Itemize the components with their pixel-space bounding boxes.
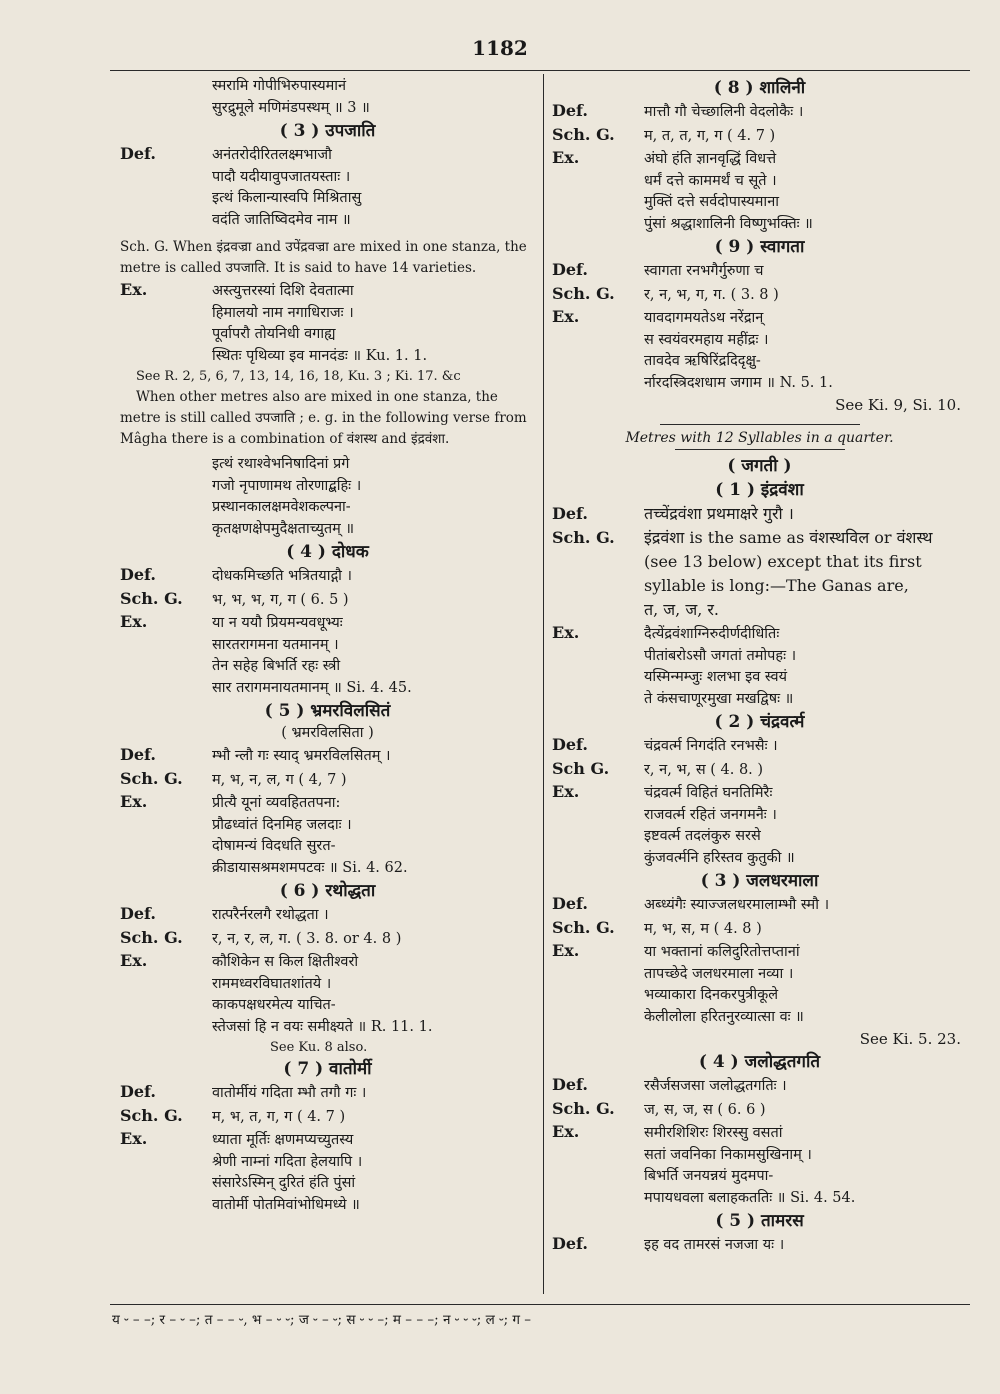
metre-heading-tamarasa: ( 5 ) तामरस: [715, 1211, 804, 1231]
definition-row: [120, 564, 535, 588]
definition-row: [552, 259, 967, 283]
definition-text: दोधकमिच्छति भत्रितयाद्गौ ।: [212, 568, 353, 584]
scheme-row: [552, 124, 967, 148]
def-label: Def.: [120, 745, 156, 764]
definition-text: अनंतरोदीरितलक्ष्मभाजौ: [212, 147, 332, 163]
ex-label: Ex.: [120, 792, 148, 811]
verse-line: र्नारदस्त्रिदशधाम जगाम ॥ N. 5. 1.: [644, 374, 833, 391]
metre-subheading: ( भ्रमरविलसिता ): [281, 725, 374, 741]
verse-line: पूर्वापरौ तोयनिधी वगाह्य: [212, 326, 336, 342]
verse-line: सारतरागमना यतमानम् ।: [212, 636, 339, 653]
scheme-row: [552, 1098, 967, 1122]
verse-line: काकपक्षधरमेत्य याचित-: [212, 997, 336, 1013]
top-rule: [110, 70, 970, 71]
verse-line: तावदेव ऋषिरिंद्रदिदृक्षु-: [644, 353, 761, 369]
example-text: समीरशिशिरः शिरस्सु वसतां: [644, 1125, 783, 1141]
example-row: [120, 791, 535, 815]
scheme-paragraph: Sch. G. When इंद्रवज्रा and उपेंद्रवज्रा are mixed in one stanza, the metre is called उपजाति. It is said to have 14 varieties.: [120, 239, 527, 276]
scheme-text: म, भ, त, ग, ग ( 4. 7 ): [212, 1108, 346, 1125]
verse-line: दोषामन्यं विदधति सुरत-: [212, 838, 336, 854]
verse-line: इत्थं किलान्यास्वपि मिश्रितासु: [212, 190, 362, 206]
def-label: Def.: [552, 504, 588, 523]
section-title: Metres with 12 Syllables in a quarter.: [625, 430, 894, 446]
example-row: [120, 611, 535, 635]
def-label: Def.: [120, 1082, 156, 1101]
section-underline: [675, 449, 845, 450]
definition-row: [552, 893, 967, 917]
example-row: [552, 1121, 967, 1145]
definition-row: [120, 744, 535, 768]
definition-text: चंद्रवर्त्म निगदंति रनभसैः ।: [644, 738, 778, 754]
definition-row: [120, 143, 535, 167]
see-reference: See Ku. 8 also.: [270, 1040, 368, 1055]
sch-label: Sch. G.: [120, 927, 183, 947]
verse-line: स्तेजसां हि न वयः समीक्ष्यते ॥ R. 11. 1.: [212, 1018, 433, 1035]
verse-line: बिभर्ति जनयन्नयं मुदमपा-: [644, 1168, 774, 1184]
verse-line: ते कंसचाणूरमुखा मखद्विषः ॥: [644, 690, 794, 707]
ex-label: Ex.: [120, 1129, 148, 1148]
definition-text: म्भौ न्लौ गः स्याद् भ्रमरविलसितम् ।: [212, 748, 391, 764]
sch-label: Sch G.: [552, 758, 610, 778]
see-reference: See Ki. 9, Si. 10.: [835, 396, 961, 414]
scheme-text-line: त, ज, ज, र.: [644, 600, 720, 619]
def-label: Def.: [120, 565, 156, 584]
verse-line: स्थितः पृथिव्या इव मानदंडः ॥ Ku. 1. 1.: [212, 347, 428, 364]
see-reference: See Ki. 5. 23.: [859, 1030, 961, 1048]
definition-text: अब्ध्यंगैः स्याज्जलधरमालाम्भौ स्मौ ।: [644, 897, 830, 913]
example-row: [552, 781, 967, 805]
ex-label: Ex.: [552, 941, 580, 960]
example-text: ध्याता मूर्तिः क्षणमप्यच्युतस्य: [212, 1132, 354, 1148]
verse-line: स्मरामि गोपीभिरुपास्यमानं: [212, 78, 347, 94]
sch-label: Sch. G.: [120, 1105, 183, 1125]
metre-heading-chandravartma: ( 2 ) चंद्रवर्त्म: [714, 712, 805, 732]
scheme-row: [120, 768, 535, 792]
verse-line: मुक्तिं दत्ते सर्वदोपास्यमाना: [644, 194, 779, 210]
verse-line: सतां जवनिका निकामसुखिनाम् ।: [644, 1146, 812, 1163]
definition-row: [552, 1233, 967, 1257]
example-text: यावदागमयतेऽथ नरेंद्रान्: [644, 310, 764, 326]
verse-line: इष्टवर्त्म तदलंकुरु सरसे: [644, 828, 761, 844]
scheme-row: [552, 917, 967, 941]
see-reference: See R. 2, 5, 6, 7, 13, 14, 16, 18, Ku. 3 ; Ki. 17. &c: [136, 369, 461, 384]
ex-label: Ex.: [552, 623, 580, 642]
sch-label: Sch. G.: [552, 283, 615, 303]
verse-line: वातोर्मी पोतमिवांभोधिमध्ये ॥: [212, 1196, 360, 1213]
example-text: कौशिकेन स किल क्षितीश्वरो: [212, 954, 359, 970]
left-column: [120, 76, 535, 1216]
example-text: या भक्तानां कलिदुरितोत्तप्तानां: [644, 944, 800, 960]
scheme-row: [120, 588, 535, 612]
metre-heading-shalini: ( 8 ) शालिनी: [713, 78, 806, 98]
scheme-text: र, न, भ, स ( 4. 8. ): [644, 761, 764, 778]
scheme-text: म, त, त, ग, ग ( 4. 7 ): [644, 127, 776, 144]
scheme-text: र, न, भ, ग, ग. ( 3. 8 ): [644, 286, 779, 303]
definition-text: तच्चेंद्रवंशा प्रथमाक्षरे गुरौ ।: [644, 504, 794, 523]
def-label: Def.: [552, 1234, 588, 1253]
def-label: Def.: [120, 144, 156, 163]
definition-row: [552, 100, 967, 124]
metre-heading-upajati: ( 3 ) उपजाति: [279, 121, 376, 141]
section-divider: [660, 424, 860, 425]
verse-line: स स्वयंवरमहाय महींद्रः ।: [644, 331, 769, 348]
metre-heading-jaladharamala: ( 3 ) जलधरमाला: [700, 871, 819, 891]
column-divider: [543, 74, 544, 1294]
verse-line: पादौ यदीयावुपजातयस्ताः ।: [212, 168, 351, 185]
metre-heading-dodhaka: ( 4 ) दोधक: [286, 542, 369, 562]
verse-line: सुरद्रुमूले मणिमंडपस्थम् ॥ 3 ॥: [212, 99, 370, 116]
sch-label: Sch. G.: [552, 917, 615, 937]
def-label: Def.: [552, 894, 588, 913]
ex-label: Ex.: [552, 782, 580, 801]
scheme-row: [120, 1105, 535, 1129]
verse-line: भव्याकारा दिनकरपुत्रीकूले: [644, 987, 779, 1003]
scheme-text: म, भ, न, ल, ग ( 4, 7 ): [212, 771, 347, 788]
sch-label: Sch. G.: [120, 768, 183, 788]
definition-text: इह वद तामरसं नजजा यः ।: [644, 1237, 785, 1253]
verse-line: कृतक्षणक्षेपमुदैक्षताच्युतम् ॥: [212, 520, 355, 537]
definition-row: [120, 1081, 535, 1105]
definition-text: स्वागता रनभगैर्गुरुणा च: [644, 263, 764, 279]
sch-label: Sch. G.: [552, 528, 615, 547]
example-row: [552, 147, 967, 171]
scheme-row: [552, 283, 967, 307]
metre-heading-indravamsha: ( 1 ) इंद्रवंशा: [715, 480, 804, 500]
verse-line: पुंसां श्रद्धाशालिनी विष्णुभक्तिः ॥: [644, 215, 813, 232]
metre-heading-vatormi: ( 7 ) वातोर्मी: [283, 1059, 372, 1079]
verse-line: वदंति जातिष्विदमेव नाम ॥: [212, 211, 351, 228]
definition-row: [552, 734, 967, 758]
metre-heading-jaloddhatagati: ( 4 ) जलोद्धतगति: [698, 1052, 821, 1072]
verse-line: मपायधवला बलाहकततिः ॥ Si. 4. 54.: [644, 1189, 856, 1206]
scheme-row: [552, 526, 967, 550]
scheme-text: भ, भ, भ, ग, ग ( 6. 5 ): [212, 591, 349, 608]
verse-line: सार तरागमनायतमानम् ॥ Si. 4. 45.: [212, 679, 412, 696]
page-number: 1182: [472, 36, 528, 60]
verse-line: राममध्वरविघातशांतये ।: [212, 975, 332, 992]
scheme-row: [120, 927, 535, 951]
example-row: [120, 950, 535, 974]
verse-line: क्रीडायासश्रमशमपटवः ॥ Si. 4. 62.: [212, 859, 408, 876]
example-text: या न ययौ प्रियमन्यवधूभ्यः: [212, 615, 343, 631]
right-column: [552, 76, 967, 1257]
definition-row: [552, 1074, 967, 1098]
ex-label: Ex.: [552, 148, 580, 167]
verse-line: गजो नृपाणामथ तोरणाद्बहिः ।: [212, 477, 362, 494]
def-label: Def.: [552, 735, 588, 754]
paragraph: When other metres also are mixed in one stanza, the metre is still called उपजाति ; e. g. in the following verse from Mâgha there is a combination of वंशस्थ and इंद्रवंशा.: [120, 389, 527, 447]
example-text: अस्त्युत्तरस्यां दिशि देवतात्मा: [212, 283, 354, 299]
definition-text: रात्परैर्नरलगै रथोद्धता ।: [212, 907, 329, 923]
def-label: Def.: [120, 904, 156, 923]
example-row: [552, 622, 967, 646]
example-text: दैत्येंद्रवंशाग्निरुदीर्णदीधितिः: [644, 626, 780, 642]
def-label: Def.: [552, 260, 588, 279]
verse-line: तापच्छेदे जलधरमाला नव्या ।: [644, 965, 794, 982]
bottom-rule: [110, 1304, 970, 1305]
definition-text: वातोर्मीयं गदिता म्भौ तगौ गः ।: [212, 1085, 367, 1101]
example-row: [552, 940, 967, 964]
scheme-text: र, न, र, ल, ग. ( 3. 8. or 4. 8 ): [212, 930, 402, 947]
verse-line: इत्थं रथाश्वेभनिषादिनां प्रगे: [212, 456, 350, 472]
metre-heading-svagata: ( 9 ) स्वागता: [714, 237, 805, 257]
class-heading-jagati: ( जगती ): [727, 456, 792, 476]
verse-line: धर्मं दत्ते काममर्थं च सूते ।: [644, 172, 777, 189]
sch-label: Sch. G.: [552, 1098, 615, 1118]
scheme-text-line: (see 13 below) except that its first: [644, 552, 922, 571]
example-row: [552, 306, 967, 330]
scheme-text: म, भ, स, म ( 4. 8 ): [644, 920, 762, 937]
definition-text: मात्तौ गौ चेच्छालिनी वेदलोकैः ।: [644, 104, 804, 120]
verse-line: तेन सहेह बिभर्ति रहः स्त्री: [212, 658, 341, 674]
ex-label: Ex.: [552, 307, 580, 326]
verse-line: केलीलोला हरितनुरव्यात्सा वः ॥: [644, 1008, 804, 1025]
verse-line: राजवर्त्म रहितं जनगमनैः ।: [644, 806, 777, 823]
definition-row: [552, 502, 967, 526]
ex-label: Ex.: [120, 280, 148, 299]
verse-line: श्रेणी नाम्नां गदिता हेलयापि ।: [212, 1153, 363, 1170]
verse-line: कुंजवर्त्मनि हरिस्तव कुतुकी ॥: [644, 849, 795, 866]
ex-label: Ex.: [552, 1122, 580, 1141]
scheme-text: इंद्रवंशा is the same as वंशस्थविल or वंशस्थ: [644, 528, 933, 547]
example-text: प्रीत्यै यूनां व्यवहिततपना:: [212, 795, 341, 811]
ex-label: Ex.: [120, 612, 148, 631]
verse-line: संसारेऽस्मिन् दुरितं हंति पुंसां: [212, 1175, 356, 1191]
verse-line: प्रस्थानकालक्षमवेशकल्पना-: [212, 499, 351, 515]
ex-label: Ex.: [120, 951, 148, 970]
verse-line: पीतांबरोऽसौ जगतां तमोपहः ।: [644, 647, 797, 664]
def-label: Def.: [552, 1075, 588, 1094]
scheme-text: ज, स, ज, स ( 6. 6 ): [644, 1101, 766, 1118]
verse-line: प्रौढध्वांतं दिनमिह जलदाः ।: [212, 816, 352, 833]
gana-key-footer: य ⏑ – –; र – ⏑ –; त – – ⏑, भ – ⏑ ⏑; ज ⏑ – ⏑; स ⏑ ⏑ –; म – – –; न ⏑ ⏑ ⏑; ल ⏑; ग –: [112, 1312, 532, 1328]
scheme-text-line: syllable is long:—The Ganas are,: [644, 576, 909, 595]
definition-row: [120, 903, 535, 927]
example-text: चंद्रवर्त्म विहितं घनतिमिरैः: [644, 785, 773, 801]
def-label: Def.: [552, 101, 588, 120]
definition-text: रसैर्जसजसा जलोद्धतगतिः ।: [644, 1078, 787, 1094]
verse-line: यस्मिन्मम्जुः शलभा इव स्वयं: [644, 669, 787, 685]
metre-heading-rathoddhata: ( 6 ) रथोद्धता: [279, 881, 376, 901]
metre-heading-bhramaravilasita: ( 5 ) भ्रमरविलसितं: [264, 701, 391, 721]
example-row: [120, 279, 535, 303]
sch-label: Sch. G.: [552, 124, 615, 144]
example-row: [120, 1128, 535, 1152]
scheme-row: [552, 758, 967, 782]
example-text: अंघो हंति ज्ञानवृद्धिं विधत्ते: [644, 151, 777, 167]
sch-label: Sch. G.: [120, 588, 183, 608]
verse-line: हिमालयो नाम नगाधिराजः ।: [212, 304, 354, 321]
